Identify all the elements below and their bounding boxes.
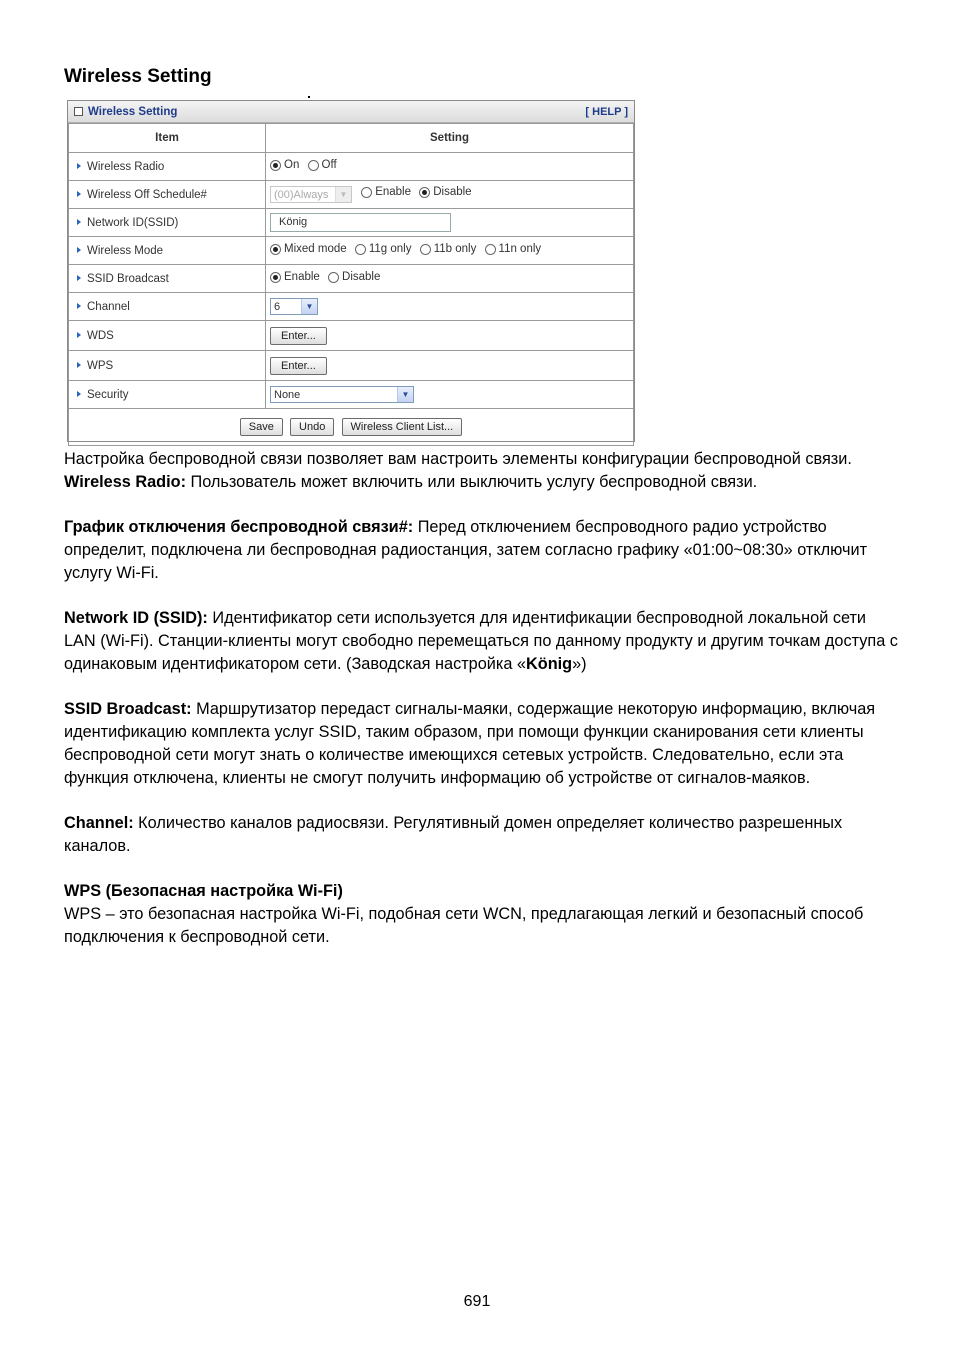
item-label: WPS (69, 351, 266, 381)
radio-unselected-icon[interactable] (485, 244, 496, 255)
ssid-broadcast-paragraph: SSID Broadcast: Маршрутизатор передаст сигналы-маяки, содержащие некоторую информацию, включая идентификацию комплекта услуг SSID, таким образом, при помощи функции сканирования сети клиенты беспроводной сети могут знать о количестве имеющихся сетевых устройств. Следовательно, если эта функция отключена, клиенты не смогут получить информацию об устройстве от сигналов-маяков. (64, 700, 876, 787)
ssid-paragraph: Network ID (SSID): Идентификатор сети используется для идентификации беспроводной локальной сети LAN (Wi-Fi). Станции-клиенты могут свободно перемещаться по данному продукту и другим точкам доступа с одинаковым идентификатором сети. (Заводская настройка «König») (64, 609, 898, 673)
save-button[interactable]: Save (240, 418, 283, 436)
ssid-input[interactable]: König (270, 213, 451, 232)
item-label: SSID Broadcast (69, 265, 266, 293)
panel-title (74, 106, 177, 118)
row-footer-buttons (69, 409, 634, 446)
chevron-down-icon[interactable]: ▼ (335, 187, 351, 202)
row-wireless-radio (69, 153, 634, 181)
wireless-client-list-button[interactable]: Wireless Client List... (342, 418, 463, 436)
mode-11g[interactable]: 11g only (355, 243, 412, 255)
setting-cell (266, 321, 634, 351)
setting-cell (266, 351, 634, 381)
row-channel (69, 293, 634, 321)
row-wireless-off-schedule (69, 181, 634, 209)
chevron-down-icon[interactable]: ▼ (397, 387, 413, 402)
schedule-enable[interactable]: Enable (361, 186, 411, 198)
item-label: Wireless Off Schedule# (69, 181, 266, 209)
wps-heading: WPS (Безопасная настройка Wi-Fi) (64, 882, 343, 900)
stray-dot (308, 96, 310, 98)
item-label: Network ID(SSID) (69, 209, 266, 237)
item-label: Channel (69, 293, 266, 321)
bullet-arrow-icon (77, 219, 81, 225)
schedule-select[interactable]: (00)Always ▼ (270, 186, 352, 203)
item-label: Wireless Radio (69, 153, 266, 181)
term: Wireless Radio: (64, 473, 186, 491)
settings-table (68, 123, 634, 446)
panel-header (68, 101, 634, 123)
row-wireless-mode (69, 237, 634, 265)
radio-selected-icon[interactable] (419, 187, 430, 198)
row-wds (69, 321, 634, 351)
bullet-arrow-icon (77, 247, 81, 253)
item-label: Security (69, 381, 266, 409)
channel-select[interactable]: 6 ▼ (270, 298, 318, 315)
bullet-arrow-icon (77, 191, 81, 197)
bullet-arrow-icon (77, 362, 81, 368)
default-ssid: König (526, 655, 573, 673)
term: SSID Broadcast: (64, 700, 192, 718)
schedule-paragraph: График отключения беспроводной связи#: Перед отключением беспроводного радио устройство определит, подключена ли беспроводная радиостанция, затем согласно графику «01:00~08:30» отключит услугу Wi-Fi. (64, 518, 868, 582)
bullet-arrow-icon (77, 391, 81, 397)
radio-selected-icon[interactable] (270, 160, 281, 171)
radio-unselected-icon[interactable] (420, 244, 431, 255)
bullet-arrow-icon (77, 275, 81, 281)
radio-selected-icon[interactable] (270, 244, 281, 255)
chevron-down-icon[interactable]: ▼ (301, 299, 317, 314)
setting-cell (266, 181, 634, 209)
mode-mixed[interactable]: Mixed mode (270, 243, 347, 255)
radio-unselected-icon[interactable] (355, 244, 366, 255)
setting-cell (266, 237, 634, 265)
undo-button[interactable]: Undo (290, 418, 334, 436)
channel-paragraph: Channel: Количество каналов радиосвязи. Регулятивный домен определяет количество разрешенных каналов. (64, 814, 843, 855)
item-label: WDS (69, 321, 266, 351)
table-header-row (69, 124, 634, 153)
term: График отключения беспроводной связи#: (64, 518, 414, 536)
security-select[interactable]: None ▼ (270, 386, 414, 403)
column-header-item: Item (69, 124, 266, 153)
wds-enter-button[interactable]: Enter... (270, 327, 327, 345)
mode-11n[interactable]: 11n only (485, 243, 542, 255)
item-label: Wireless Mode (69, 237, 266, 265)
term: Network ID (SSID): (64, 609, 208, 627)
setting-cell (266, 209, 634, 237)
help-link[interactable]: [ HELP ] (585, 105, 628, 118)
setting-cell (266, 293, 634, 321)
broadcast-disable[interactable]: Disable (328, 271, 380, 283)
square-icon (74, 107, 83, 116)
wireless-setting-panel (67, 100, 635, 442)
radio-on[interactable]: On (270, 159, 299, 171)
panel-title-text: Wireless Setting (88, 105, 178, 118)
radio-selected-icon[interactable] (270, 272, 281, 283)
setting-cell (266, 381, 634, 409)
column-header-setting: Setting (266, 124, 634, 153)
wps-paragraph: WPS – это безопасная настройка Wi-Fi, подобная сети WCN, предлагающая легкий и безопасный способ подключения к беспроводной сети. (64, 905, 864, 946)
intro-paragraph: Настройка беспроводной связи позволяет вам настроить элементы конфигурации беспроводной связи. (64, 450, 852, 468)
footer-cell (69, 409, 634, 446)
wps-enter-button[interactable]: Enter... (270, 357, 327, 375)
mode-11b[interactable]: 11b only (420, 243, 477, 255)
radio-off[interactable]: Off (308, 159, 337, 171)
schedule-disable[interactable]: Disable (419, 186, 471, 198)
radio-unselected-icon[interactable] (328, 272, 339, 283)
document-body (64, 448, 900, 949)
wireless-radio-paragraph: Wireless Radio: Пользователь может включить или выключить услугу беспроводной связи. (64, 473, 758, 491)
row-wps (69, 351, 634, 381)
page-heading: Wireless Setting (64, 66, 212, 87)
broadcast-enable[interactable]: Enable (270, 271, 320, 283)
setting-cell (266, 153, 634, 181)
row-security (69, 381, 634, 409)
radio-unselected-icon[interactable] (361, 187, 372, 198)
term: Channel: (64, 814, 134, 832)
bullet-arrow-icon (77, 332, 81, 338)
bullet-arrow-icon (77, 163, 81, 169)
setting-cell (266, 265, 634, 293)
bullet-arrow-icon (77, 303, 81, 309)
row-ssid-broadcast (69, 265, 634, 293)
row-network-id (69, 209, 634, 237)
radio-unselected-icon[interactable] (308, 160, 319, 171)
page-number: 691 (463, 1293, 491, 1310)
